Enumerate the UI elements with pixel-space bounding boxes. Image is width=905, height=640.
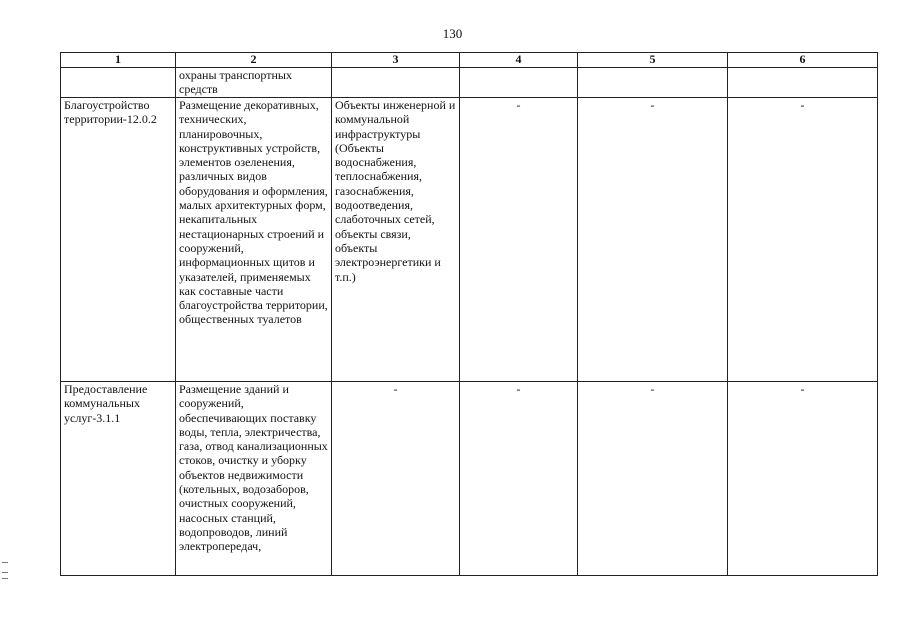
column-header-2: 2	[176, 53, 332, 68]
table-row	[61, 98, 878, 382]
table-cell: -	[460, 98, 578, 382]
table-row	[61, 382, 878, 576]
table-cell: Размещение декоративных, технических, планировочных, конструктивных устройств, элементов озеленения, различных видов оборудования и оформления, малых архитектурных форм, некапитальных нестационарных строений и сооружений, информационных щитов и указателей, применяемых как составные части благоустройства территории, общественных туалетов	[176, 98, 332, 382]
table-cell: -	[578, 382, 728, 576]
table-cell: Объекты инженерной и коммунальной инфраструктуры (Объекты водоснабжения, теплоснабжения, газоснабжения, водоотведения, слаботочных сетей, объекты связи, объекты электроэнергетики и т.п.)	[332, 98, 460, 382]
margin-mark	[2, 562, 8, 563]
table-cell: Предоставление коммунальных услуг-3.1.1	[61, 382, 176, 576]
column-header-3: 3	[332, 53, 460, 68]
column-header-5: 5	[578, 53, 728, 68]
table-cell: -	[578, 98, 728, 382]
column-header-1: 1	[61, 53, 176, 68]
table-cell	[332, 68, 460, 98]
page-number: 130	[442, 26, 463, 41]
table-cell: Благоустройство территории-12.0.2	[61, 98, 176, 382]
table-cell: -	[728, 382, 878, 576]
column-header-6: 6	[728, 53, 878, 68]
column-header-4: 4	[460, 53, 578, 68]
table-cell	[460, 68, 578, 98]
margin-mark	[2, 578, 8, 579]
zoning-table	[60, 52, 878, 576]
table-cell	[61, 68, 176, 98]
table-cell: -	[460, 382, 578, 576]
margin-mark	[2, 572, 8, 573]
table-cell: -	[332, 382, 460, 576]
table-cell	[578, 68, 728, 98]
table-cell: -	[728, 98, 878, 382]
table-cell: Размещение зданий и сооружений, обеспечивающих поставку воды, тепла, электричества, газа, отвод канализационных стоков, очистку и уборку объектов недвижимости (котельных, водозаборов, очистных сооружений, насосных станций, водопроводов, линий электропередач,	[176, 382, 332, 576]
table-cell: охраны транспортных средств	[176, 68, 332, 98]
table-header-row	[61, 53, 878, 68]
table-cell	[728, 68, 878, 98]
table-row	[61, 68, 878, 98]
